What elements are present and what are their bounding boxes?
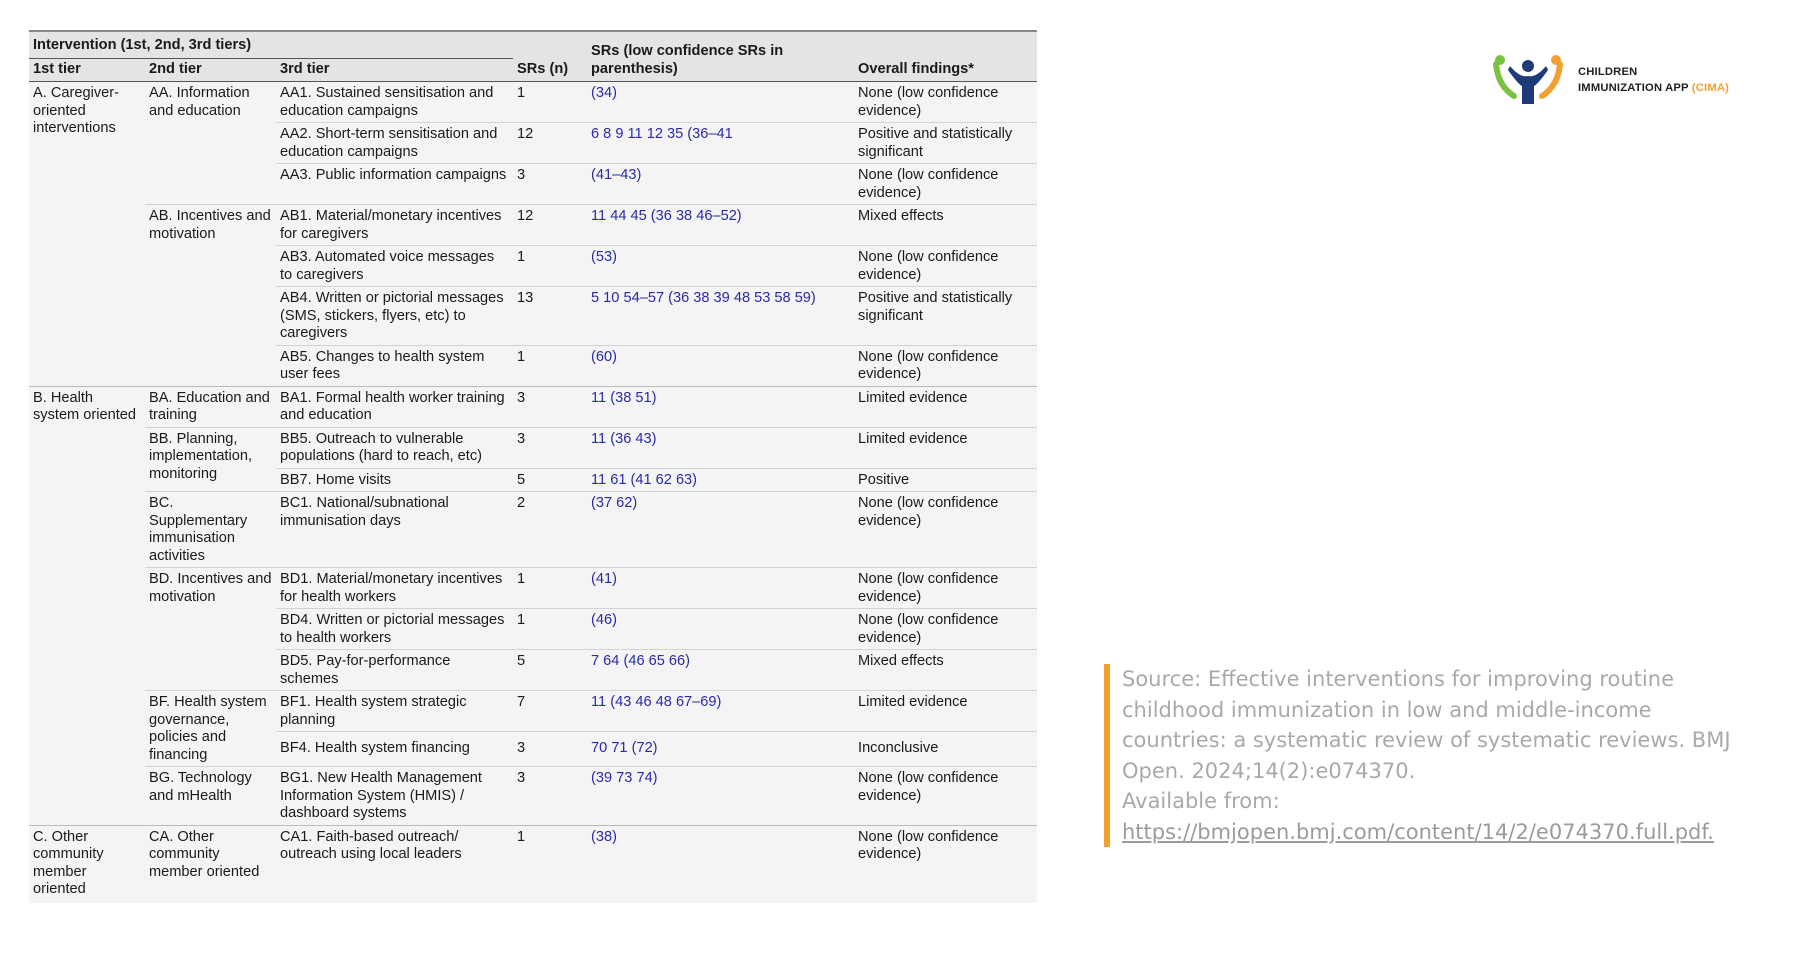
srs-reference-link[interactable]: 70 71 (72) [587,732,854,767]
tier2-cell: BA. Education and training [145,386,276,427]
tier2-cell: BB. Planning, implementation, monitoring [145,427,276,492]
srs-reference-link[interactable]: (41–43) [587,164,854,205]
srs-reference-link[interactable]: (41) [587,568,854,609]
tier1-cell: B. Health system oriented [29,386,145,825]
srs-reference-link[interactable]: 11 44 45 (36 38 46–52) [587,205,854,246]
findings-cell: None (low confidence evidence) [854,246,1037,287]
findings-cell: Limited evidence [854,691,1037,732]
header-tier3: 3rd tier [276,58,513,82]
findings-cell: Positive and statistically significant [854,123,1037,164]
source-available-prefix: Available from: [1122,789,1280,813]
findings-cell: Limited evidence [854,386,1037,427]
source-url-link[interactable]: https://bmjopen.bmj.com/content/14/2/e074370.full.pdf. [1122,819,1714,844]
findings-cell: None (low confidence evidence) [854,825,1037,903]
tier3-cell: CA1. Faith-based outreach/ outreach using local leaders [276,825,513,903]
source-text: Source: Effective interventions for improving routine childhood immunization in low and middle-income countries: a systematic review of systematic reviews. BMJ Open. 2024;14(2):e074370. [1122,667,1731,783]
header-overall-findings: Overall findings* [854,31,1037,82]
srs-count-cell: 3 [513,767,587,826]
table-row [29,691,1037,732]
srs-count-cell: 3 [513,386,587,427]
srs-reference-link[interactable]: 11 (43 46 48 67–69) [587,691,854,732]
tier3-cell: AB4. Written or pictorial messages (SMS, stickers, flyers, etc) to caregivers [276,287,513,346]
interventions-table-container [29,30,1037,903]
table-row [29,492,1037,568]
header-tier1: 1st tier [29,58,145,82]
source-citation [1104,664,1762,847]
srs-count-cell: 13 [513,287,587,346]
logo-line-2-main: IMMUNIZATION APP [1578,82,1689,94]
tier3-cell: BB7. Home visits [276,468,513,492]
findings-cell: Limited evidence [854,427,1037,468]
tier3-cell: BD4. Written or pictorial messages to health workers [276,609,513,650]
table-row [29,767,1037,826]
srs-reference-link[interactable]: 11 61 (41 62 63) [587,468,854,492]
srs-count-cell: 1 [513,345,587,386]
srs-count-cell: 1 [513,82,587,123]
srs-count-cell: 3 [513,732,587,767]
logo-text [1578,64,1729,96]
findings-cell: Inconclusive [854,732,1037,767]
findings-cell: None (low confidence evidence) [854,568,1037,609]
findings-cell: Mixed effects [854,650,1037,691]
srs-count-cell: 2 [513,492,587,568]
tier3-cell: BD5. Pay-for-performance schemes [276,650,513,691]
table-row [29,825,1037,903]
srs-reference-link[interactable]: (37 62) [587,492,854,568]
cima-logo [1490,52,1760,112]
srs-count-cell: 12 [513,205,587,246]
tier3-cell: BF1. Health system strategic planning [276,691,513,732]
tier3-cell: BD1. Material/monetary incentives for health workers [276,568,513,609]
header-srs-n: SRs (n) [513,31,587,82]
findings-cell: None (low confidence evidence) [854,609,1037,650]
tier3-cell: BG1. New Health Management Information System (HMIS) / dashboard systems [276,767,513,826]
logo-line-1: CHILDREN [1578,66,1638,78]
srs-reference-link[interactable]: 6 8 9 11 12 35 (36–41 [587,123,854,164]
table-row [29,205,1037,246]
tier3-cell: AB5. Changes to health system user fees [276,345,513,386]
table-row [29,82,1037,123]
tier3-cell: BB5. Outreach to vulnerable populations (hard to reach, etc) [276,427,513,468]
tier3-cell: BC1. National/subnational immunisation days [276,492,513,568]
srs-reference-link[interactable]: 11 (36 43) [587,427,854,468]
tier2-cell: AB. Incentives and motivation [145,205,276,387]
srs-reference-link[interactable]: (60) [587,345,854,386]
logo-line-2-accent: (CIMA) [1691,82,1730,94]
header-srs-low-confidence: SRs (low confidence SRs in parenthesis) [587,31,854,82]
tier2-cell: BF. Health system governance, policies and financing [145,691,276,767]
srs-count-cell: 7 [513,691,587,732]
srs-reference-link[interactable]: 5 10 54–57 (36 38 39 48 53 58 59) [587,287,854,346]
findings-cell: None (low confidence evidence) [854,82,1037,123]
tier3-cell: BA1. Formal health worker training and education [276,386,513,427]
srs-count-cell: 1 [513,609,587,650]
header-intervention-group: Intervention (1st, 2nd, 3rd tiers) [29,31,513,58]
srs-count-cell: 3 [513,427,587,468]
srs-count-cell: 1 [513,568,587,609]
srs-reference-link[interactable]: (53) [587,246,854,287]
logo-line-2 [1578,80,1729,96]
tier2-cell: BG. Technology and mHealth [145,767,276,826]
tier2-cell: CA. Other community member oriented [145,825,276,903]
source-available [1122,786,1762,847]
srs-reference-link[interactable]: (34) [587,82,854,123]
findings-cell: None (low confidence evidence) [854,164,1037,205]
table-row [29,568,1037,609]
tier2-cell: AA. Information and education [145,82,276,205]
tier1-cell: C. Other community member oriented [29,825,145,903]
header-tier2: 2nd tier [145,58,276,82]
srs-count-cell: 5 [513,650,587,691]
tier3-cell: BF4. Health system financing [276,732,513,767]
tier3-cell: AA3. Public information campaigns [276,164,513,205]
findings-cell: None (low confidence evidence) [854,767,1037,826]
srs-reference-link[interactable]: 11 (38 51) [587,386,854,427]
children-raising-arms-icon [1490,52,1566,108]
tier3-cell: AB3. Automated voice messages to caregivers [276,246,513,287]
findings-cell: Positive and statistically significant [854,287,1037,346]
interventions-table [29,30,1037,903]
srs-reference-link[interactable]: 7 64 (46 65 66) [587,650,854,691]
srs-count-cell: 3 [513,164,587,205]
findings-cell: None (low confidence evidence) [854,492,1037,568]
srs-reference-link[interactable]: (38) [587,825,854,903]
tier3-cell: AA1. Sustained sensitisation and education campaigns [276,82,513,123]
tier2-cell: BC. Supplementary immunisation activities [145,492,276,568]
srs-count-cell: 1 [513,825,587,903]
tier3-cell: AA2. Short-term sensitisation and education campaigns [276,123,513,164]
srs-count-cell: 1 [513,246,587,287]
tier3-cell: AB1. Material/monetary incentives for caregivers [276,205,513,246]
srs-count-cell: 12 [513,123,587,164]
srs-reference-link[interactable]: (39 73 74) [587,767,854,826]
srs-count-cell: 5 [513,468,587,492]
table-row [29,427,1037,468]
srs-reference-link[interactable]: (46) [587,609,854,650]
findings-cell: Positive [854,468,1037,492]
table-row [29,386,1037,427]
tier2-cell: BD. Incentives and motivation [145,568,276,691]
findings-cell: None (low confidence evidence) [854,345,1037,386]
findings-cell: Mixed effects [854,205,1037,246]
tier1-cell: A. Caregiver-oriented interventions [29,82,145,387]
